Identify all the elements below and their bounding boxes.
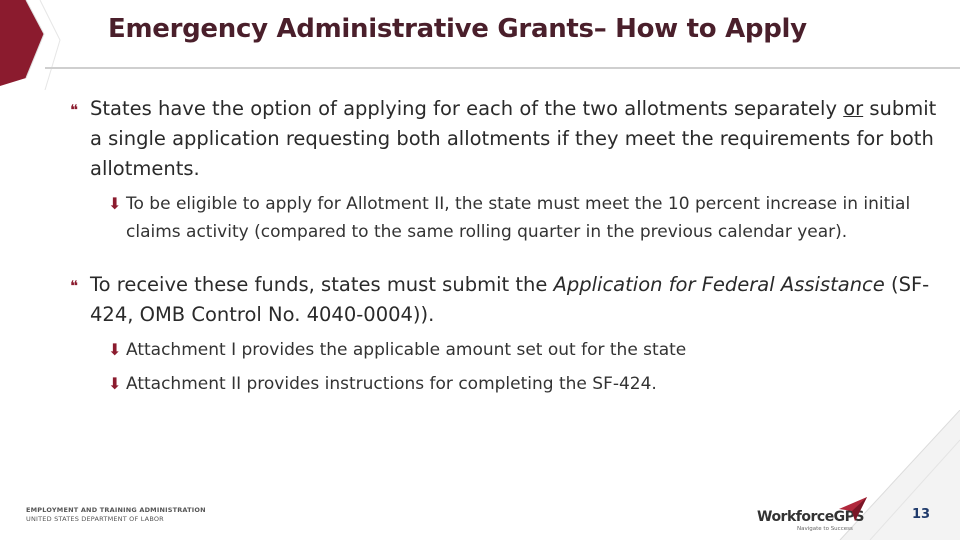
bullet-text: submit a single application requesting both allotments if they meet the requirements for both allotments.	[90, 97, 937, 180]
sub-bullet-item	[70, 190, 940, 246]
slide-content	[70, 94, 940, 398]
bullet-text: (SF-424, OMB Control No. 4040-0004)).	[90, 273, 930, 326]
sub-bullet-text: To be eligible to apply for Allotment II, the state must meet the 10 percent increase in initial claims activity (compared to the same rolling quarter in the previous calendar year).	[126, 194, 911, 242]
bullet-item	[70, 270, 940, 330]
sub-bullet-item	[70, 336, 940, 364]
navigation-arrow-icon	[837, 495, 869, 523]
sub-bullet-text: Attachment II provides instructions for completing the SF-424.	[126, 374, 657, 394]
workforcegps-logo	[757, 495, 872, 535]
arrow-down-icon: ⬇	[108, 374, 122, 393]
arrow-down-icon: ⬇	[108, 340, 122, 359]
eta-logo	[26, 506, 206, 523]
title-divider	[45, 67, 960, 69]
agency-name: EMPLOYMENT AND TRAINING ADMINISTRATION	[26, 506, 206, 514]
page-number: 13	[912, 507, 931, 522]
bullet-text: States have the option of applying for each of the two allotments separately	[90, 97, 844, 120]
brand-tagline: Navigate to Success	[797, 526, 853, 532]
corner-decoration	[0, 0, 70, 90]
quote-icon: ❝	[70, 277, 79, 295]
quote-icon: ❝	[70, 101, 79, 119]
sub-bullet-item	[70, 370, 940, 398]
brand-name: WorkforceGPS	[757, 509, 865, 525]
bullet-item	[70, 94, 940, 184]
slide-title: Emergency Administrative Grants– How to Apply	[108, 14, 807, 44]
bullet-text-underlined: or	[843, 97, 864, 120]
arrow-down-icon: ⬇	[108, 194, 122, 213]
bullet-text-italic: Application for Federal Assistance	[553, 273, 885, 296]
department-name: UNITED STATES DEPARTMENT OF LABOR	[26, 515, 164, 523]
sub-bullet-text: Attachment I provides the applicable amount set out for the state	[126, 340, 687, 360]
bullet-text: To receive these funds, states must submit the	[90, 273, 554, 296]
